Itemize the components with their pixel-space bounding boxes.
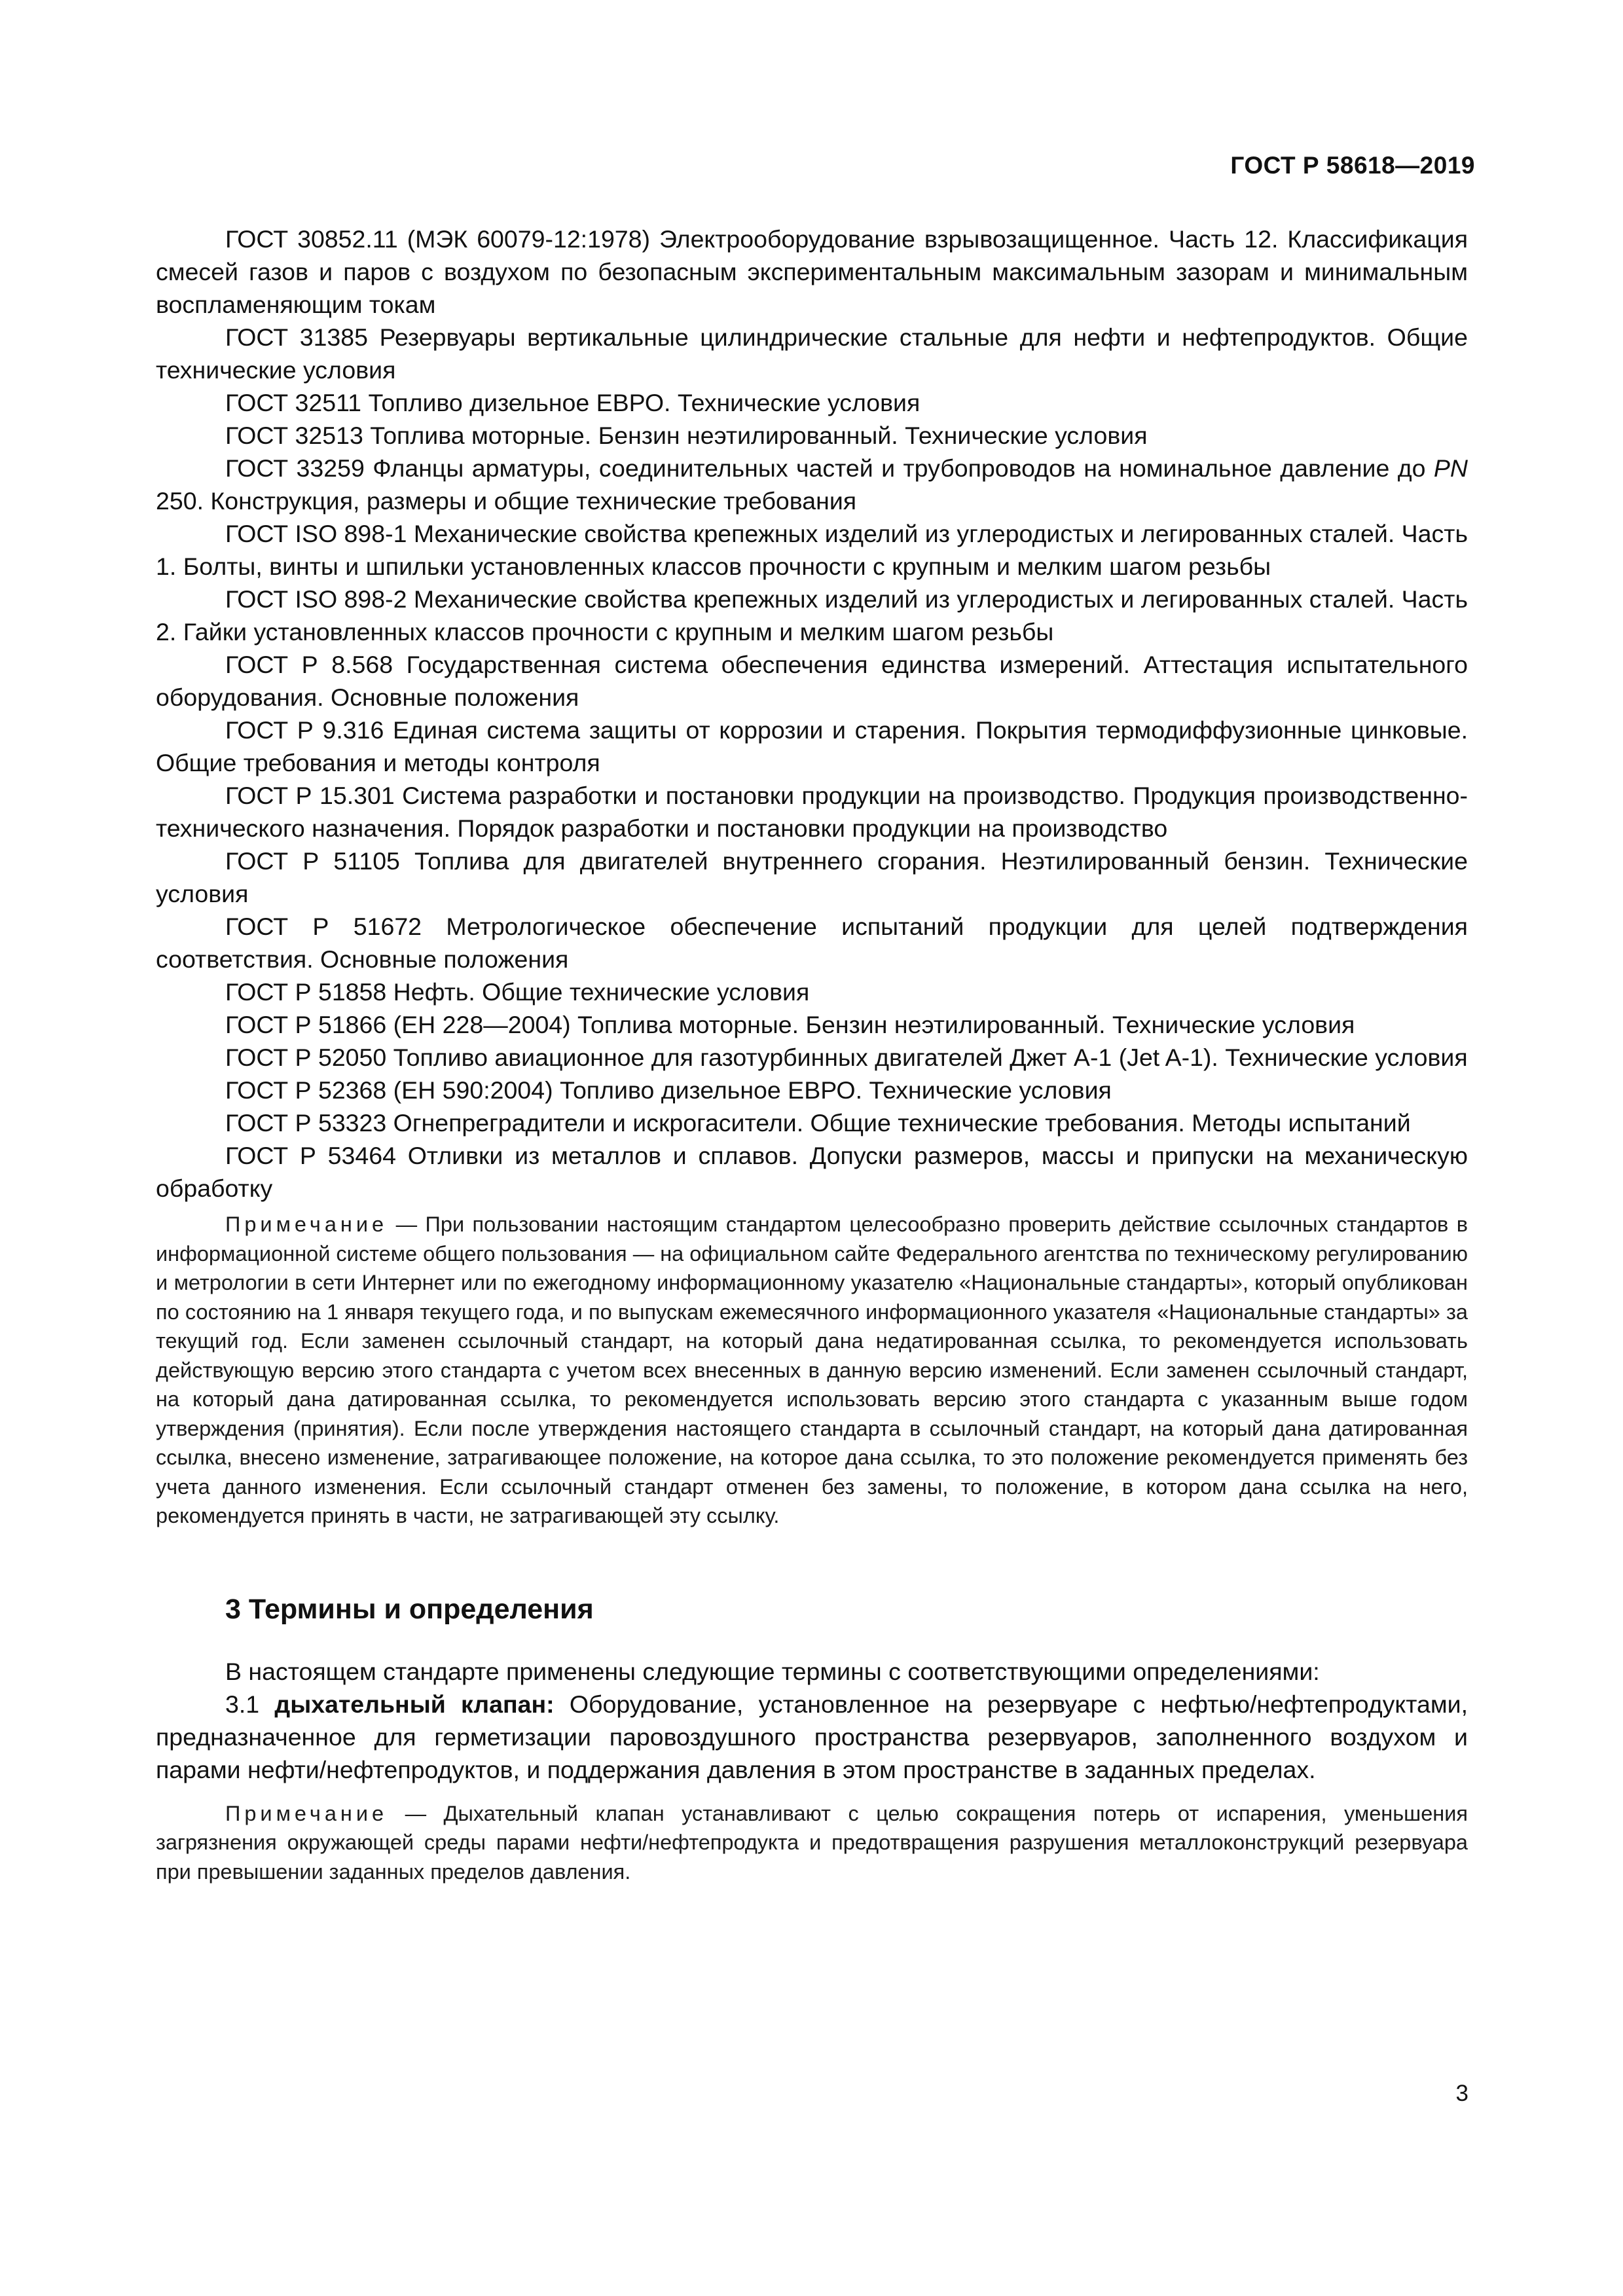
reference-text: ГОСТ 33259 Фланцы арматуры, соединительных частей и трубопроводов на номинальное давление до bbox=[225, 454, 1434, 482]
term-name: дыхательный клапан: bbox=[274, 1690, 555, 1718]
note-label: Примечание bbox=[225, 1801, 388, 1825]
standard-code-header: ГОСТ Р 58618—2019 bbox=[1230, 152, 1475, 179]
note-text: — При пользовании настоящим стандартом целесообразно проверить действие ссылочных стандартов в информационной системе общего пользования — на официальном сайте Федерального агентства по техническому регулированию и метрологии в сети Интернет или по ежегодному информационному указателю «Национальные стандарты», который опубликован по состоянию на 1 января текущего года, и по выпускам ежемесячного информационного указателя «Национальные стандарты» за текущий год. Если заменен ссылочный стандарт, на который дана недатированная ссылка, то рекомендуется использовать действующую версию этого стандарта с учетом всех внесенных в данную версию изменений. Если заменен ссылочный стандарт, на который дана датированная ссылка, то рекомендуется использовать версию этого стандарта с указанным выше годом утверждения (принятия). Если после утверждения настоящего стандарта в ссылочный стандарт, на который дана датированная ссылка, внесено изменение, затрагивающее положение, на которое дана ссылка, то это положение рекомендуется применять без учета данного изменения. Если ссылочный стандарт отменен без замены, то положение, в котором дана ссылка на него, рекомендуется принять в части, не затрагивающей эту ссылку. bbox=[156, 1212, 1468, 1527]
page-content bbox=[156, 223, 1468, 1886]
reference-item: ГОСТ Р 15.301 Система разработки и постановки продукции на производство. Продукция производственно-технического назначения. Порядок разработки и постановки продукции на производство bbox=[156, 782, 1468, 842]
reference-item: ГОСТ 32513 Топлива моторные. Бензин неэтилированный. Технические условия bbox=[225, 422, 1148, 449]
section-heading: 3 Термины и определения bbox=[225, 1593, 594, 1625]
references-note bbox=[156, 1210, 1468, 1531]
reference-item: ГОСТ 31385 Резервуары вертикальные цилиндрические стальные для нефти и нефтепродуктов. Общие технические условия bbox=[156, 323, 1468, 384]
reference-item-pn bbox=[156, 452, 1468, 517]
term-number: 3.1 bbox=[225, 1690, 275, 1718]
note-text: — Дыхательный клапан устанавливают с целью сокращения потерь от испарения, уменьшения загрязнения окружающей среды парами нефти/нефтепродукта и предотвращения разрушения металлоконструкций резервуара при превышении заданных пределов давления. bbox=[156, 1801, 1468, 1884]
reference-item: ГОСТ 30852.11 (МЭК 60079-12:1978) Электрооборудование взрывозащищенное. Часть 12. Классификация смесей газов и паров с воздухом по безопасным экспериментальным максимальным зазорам и минимальным воспламеняющим токам bbox=[156, 225, 1468, 318]
reference-item: ГОСТ Р 51672 Метрологическое обеспечение испытаний продукции для целей подтверждения соответствия. Основные положения bbox=[156, 913, 1468, 973]
page-number: 3 bbox=[1455, 2081, 1468, 2106]
section-intro: В настоящем стандарте применены следующие термины с соответствующими определениями: bbox=[225, 1657, 1320, 1685]
reference-item: ГОСТ Р 8.568 Государственная система обеспечения единства измерений. Аттестация испытательного оборудования. Основные положения bbox=[156, 651, 1468, 711]
reference-item: ГОСТ ISO 898-1 Механические свойства крепежных изделий из углеродистых и легированных сталей. Часть 1. Болты, винты и шпильки установленных классов прочности с крупным и мелким шагом резьбы bbox=[156, 520, 1468, 580]
term-note bbox=[156, 1799, 1468, 1887]
reference-item: ГОСТ Р 51858 Нефть. Общие технические условия bbox=[225, 978, 810, 1006]
reference-item: ГОСТ 32511 Топливо дизельное ЕВРО. Технические условия bbox=[225, 389, 921, 416]
term-definition-text: Оборудование, установленное на резервуаре с нефтью/нефтепродуктами, предназначенное для герметизации паровоздушного пространства резервуаров, заполненного воздухом и парами нефти/нефтепродуктов, и поддержания давления в этом пространстве в заданных пределах. bbox=[156, 1690, 1468, 1783]
reference-item: ГОСТ Р 51105 Топлива для двигателей внутреннего сгорания. Неэтилированный бензин. Технические условия bbox=[156, 847, 1468, 907]
reference-item: ГОСТ Р 53323 Огнепреградители и искрогасители. Общие технические требования. Методы испытаний bbox=[225, 1109, 1411, 1137]
reference-item: ГОСТ Р 53464 Отливки из металлов и сплавов. Допуски размеров, массы и припуски на механическую обработку bbox=[156, 1142, 1468, 1202]
reference-item: ГОСТ ISO 898-2 Механические свойства крепежных изделий из углеродистых и легированных сталей. Часть 2. Гайки установленных классов прочности с крупным и мелким шагом резьбы bbox=[156, 585, 1468, 646]
reference-item: ГОСТ Р 52050 Топливо авиационное для газотурбинных двигателей Джет А-1 (Jet A-1). Технические условия bbox=[225, 1044, 1468, 1071]
note-label: Примечание bbox=[225, 1212, 388, 1236]
reference-text: 250. Конструкция, размеры и общие технические требования bbox=[156, 487, 857, 515]
pn-italic: PN bbox=[1433, 454, 1468, 482]
term-definition bbox=[156, 1688, 1468, 1786]
reference-item: ГОСТ Р 9.316 Единая система защиты от коррозии и старения. Покрытия термодиффузионные цинковые. Общие требования и методы контроля bbox=[156, 716, 1468, 776]
reference-item: ГОСТ Р 51866 (ЕН 228—2004) Топлива моторные. Бензин неэтилированный. Технические условия bbox=[225, 1011, 1355, 1038]
reference-item: ГОСТ Р 52368 (ЕН 590:2004) Топливо дизельное ЕВРО. Технические условия bbox=[225, 1076, 1112, 1104]
